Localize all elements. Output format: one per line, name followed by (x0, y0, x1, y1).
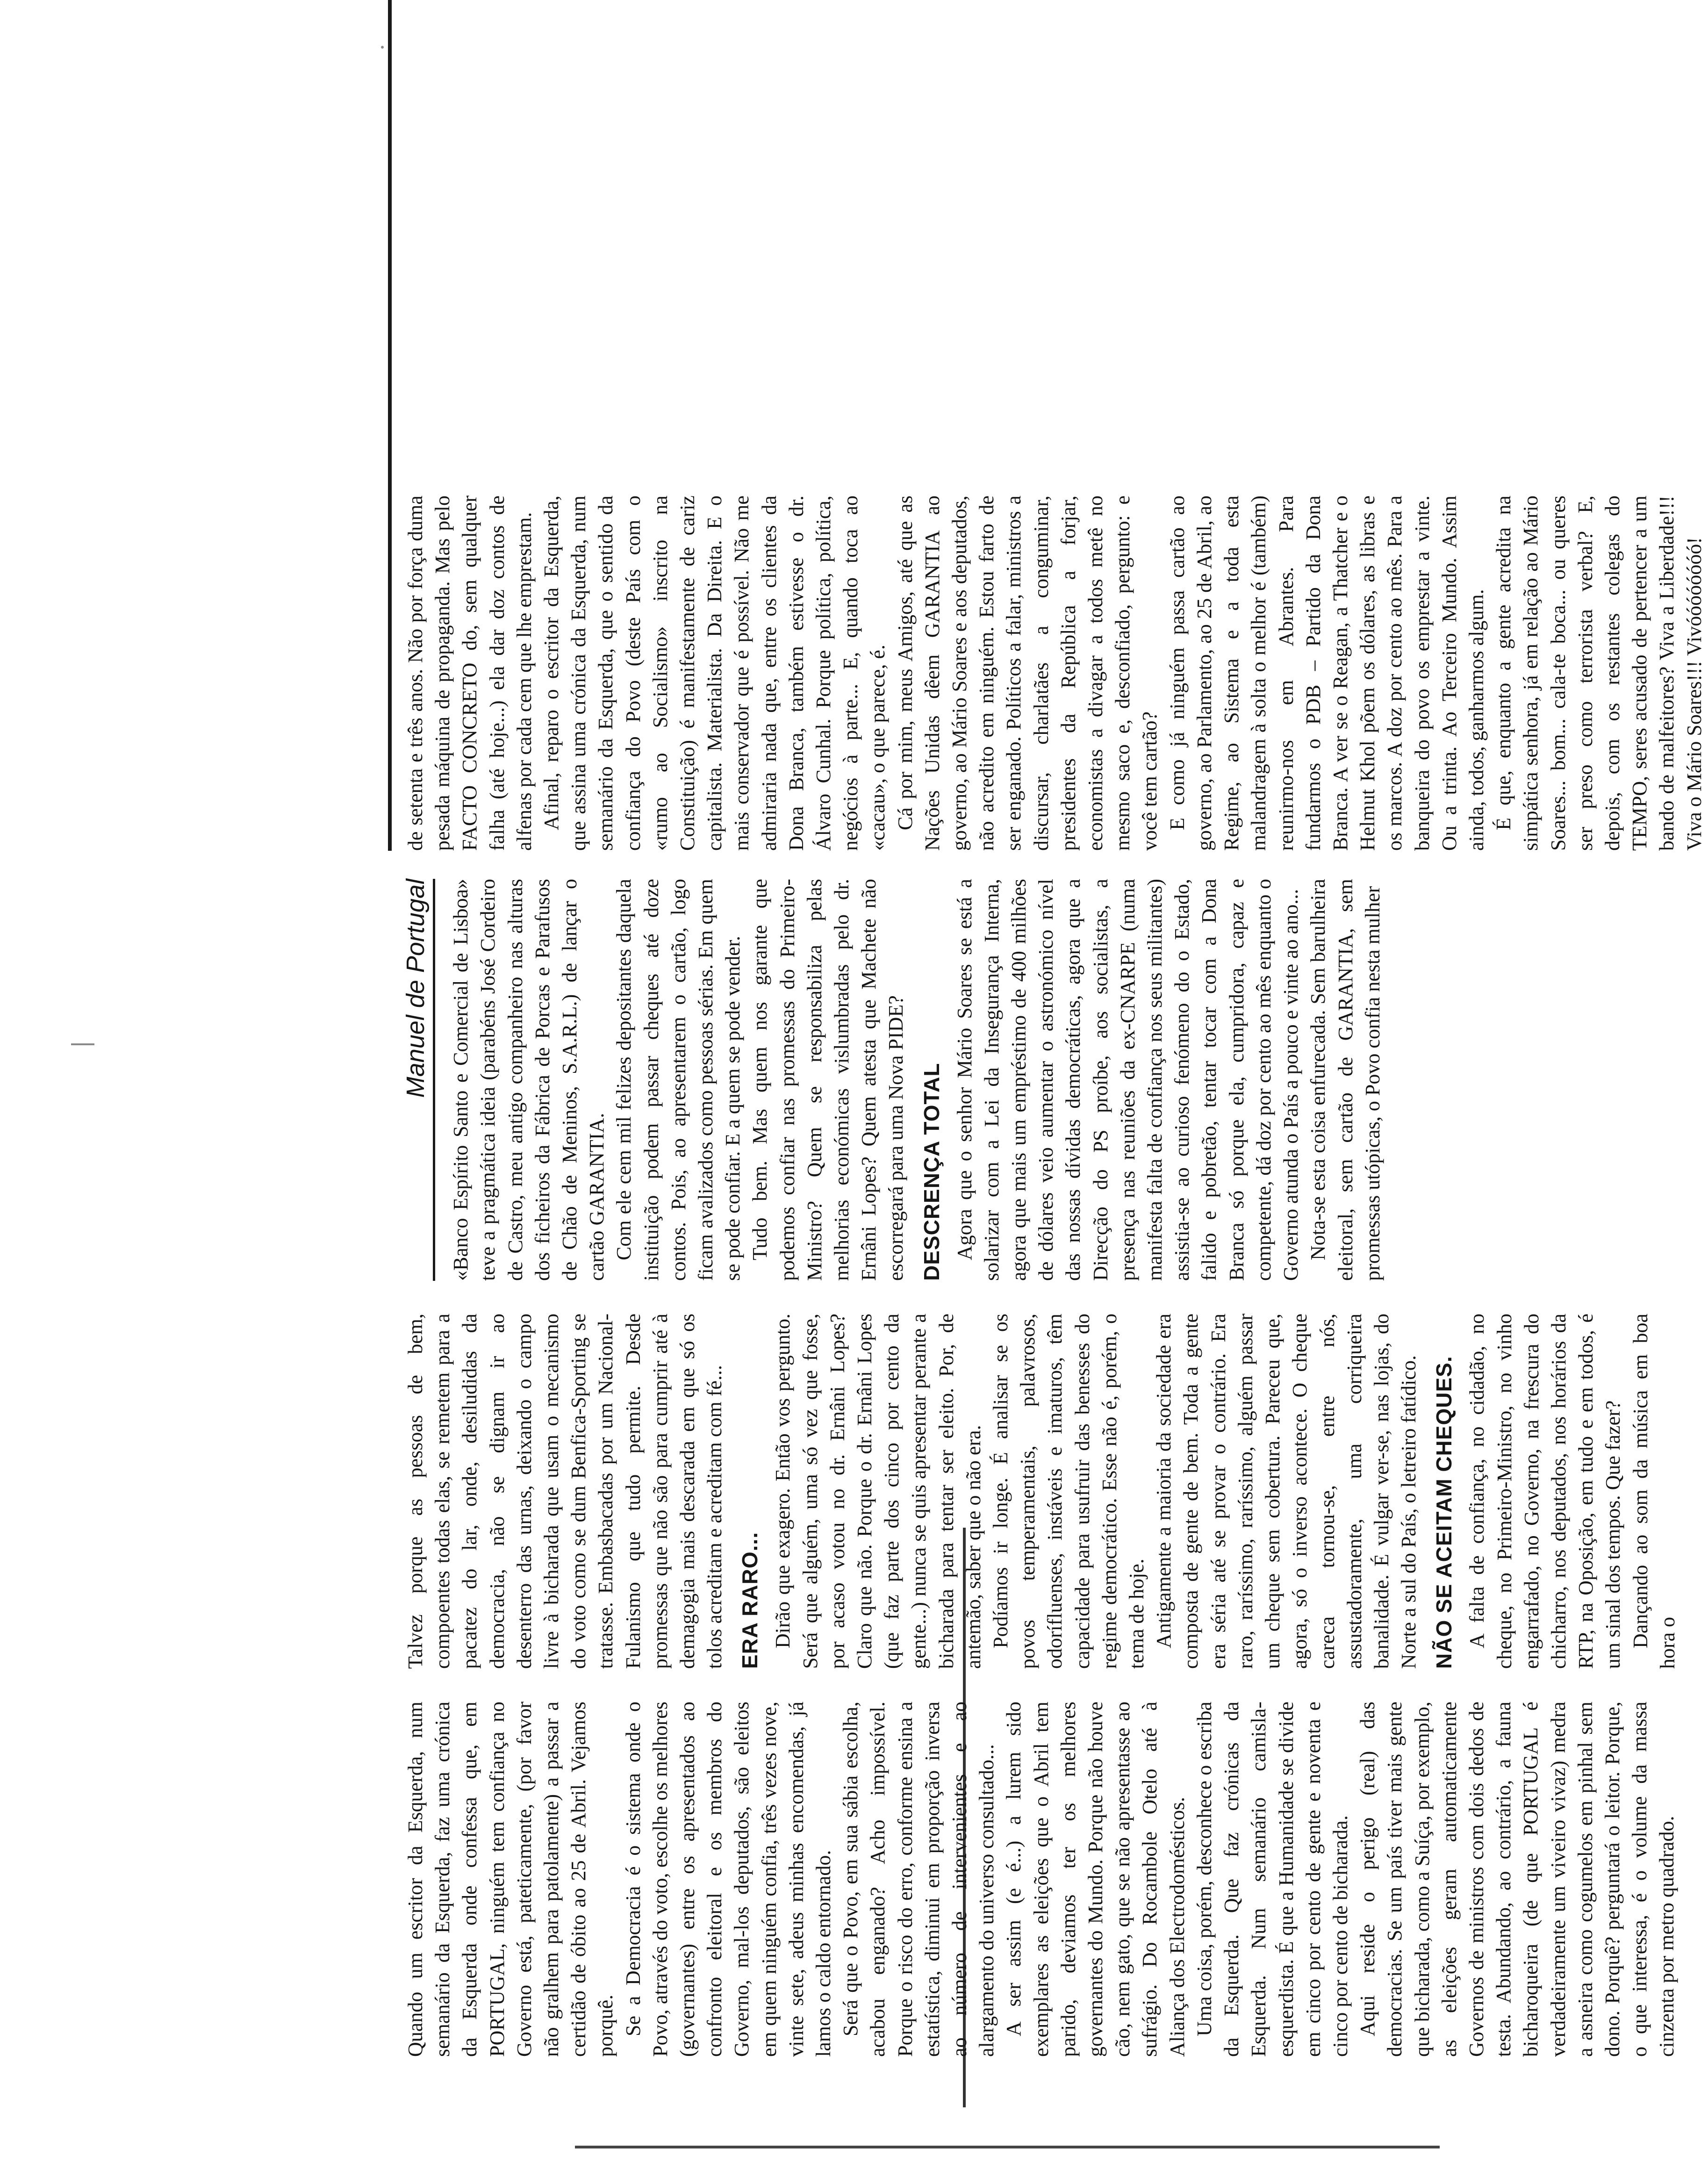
paragraph: Tudo bem. Mas quem nos garante que podemos confiar nas promessas do Primeiro-Ministro? Quem se responsabiliza pelas melhorias económicas vislumbradas pelo dr. Ernâni Lopes? Quem atesta que Machete não escorregará para uma Nova PIDE? (748, 879, 908, 1281)
article-column-4 (402, 496, 1706, 851)
paragraph: Quando um escritor da Esquerda, num semanário da Esquerda, faz uma crónica da Esquerda onde confessa que, em PORTUGAL, ninguém tem confiança no Governo está, pateticamente, (por favor não gralhem para patolamente) a passar a certidão de óbito ao 25 de Abril. Vejamos porquê. (404, 1702, 617, 2057)
section-heading: ERA RARO... (738, 1532, 762, 1669)
paragraph: Podíamos ir longe. É analisar se os povos temperamentais, palavrosos, odorífluenses, instáveis e imaturos, têm capacidade para usufruir das benesses do regime democrático. Esse não é, porém, o tema de hoje. (989, 1314, 1148, 1669)
paragraph: «Banco Espírito Santo e Comercial de Lisboa» teve a pragmática ideia (parabéns José Cordeiro de Castro, meu antigo companheiro nas alturas dos ficheiros da Fábrica de Porcas e Parafusos de Chão de Meninos, S.A.R.L.) de lançar o cartão GARANTIA. (449, 879, 609, 1281)
paragraph: Se a Democracia é o sistema onde o Povo, através do voto, escolhe os melhores (governantes) entre os apresentados ao confronto eleitoral e os membros do Governo, mal-los deputados, são eleitos em quem ninguém confia, três vezes nove, vinte sete, adeus minhas encomendas, já lamos o caldo entornado. (621, 1702, 835, 2057)
paragraph: Uma coisa, porém, desconhece o escriba da Esquerda. Que faz crónicas da Esquerda. Num semanário camisla-esquerdista. É que a Humanidade se divide em cinco por cento de gente e noventa e cinco por cento de bicharada. (1192, 1702, 1352, 2057)
paragraph: Dirão que exagero. Então vos pergunto. Será que alguém, uma só vez que fosse, por acaso votou no dr. Ernâni Lopes? Claro que não. Porque o dr. Ernâni Lopes (que faz parte dos cinco por cento da gente...) nunca se quis apresentar perante a bicharada para tentar ser eleito. Por, de antemão, saber que o não era. (771, 1314, 985, 1669)
paragraph: A ser assim (e é...) a lurem sido exemplares as eleições que o Abril tem parido, deviamos ter os melhores governantes do Mundo. Porque não houve cão, nem gato, que se não apresentasse ao sufrágio. Do Rocambole Otelo até à Aliança dos Electrodomésticos. (1002, 1702, 1189, 2057)
article-column-3 (402, 879, 1543, 1281)
newspaper-clipping (402, 140, 1706, 2057)
paragraph: Será que o Povo, em sua sábia escolha, acabou enganado? Acho impossível. Porque o risco do erro, conforme ensina a estatística, diminui em proporção inversa ao número de intervenientes e ao alargamento do universo consultado... (839, 1702, 998, 2057)
paragraph: de setenta e três anos. Não por força duma pesada máquina de propaganda. Mas pelo FACTO CONCRETO do, sem qualquer falha (até hoje...) ela dar doz contos de alfenas por cada cem que lhe emprestam. (404, 496, 536, 851)
article-column-1 (402, 1702, 1679, 2057)
paragraph: Agora que o senhor Mário Soares se está a solarizar com a Lei da Insegurança Interna, agora que mais um empréstimo de 400 milhões de dólares veio aumentar o astronómico nível das nossas dívidas democráticas, agora que a Direcção do PS proíbe, aos socialistas, a presença nas reuniões da ex-CNARPE (numa manifesta falta de confiança nos seus militantes) assistia-se ao curioso fenómeno do o Estado, falido e pobretão, tentar tocar com a Dona Branca só porque ela, cumpridora, capaz e competente, dá doz por cento ao mês enquanto o Governo atunda o País a pouco e vinte ao ano... (953, 879, 1303, 1281)
margin-dash-mark (71, 1043, 94, 1045)
margin-dot-mark (381, 46, 384, 49)
section-heading: DESCRENÇA TOTAL (919, 1063, 944, 1281)
section-heading: NÃO SE ACEITAM CHEQUES. (1432, 1356, 1457, 1669)
article-column-2 (402, 1314, 1679, 1669)
paragraph: Talvez porque as pessoas de bem, compoentes todas elas, se remetem para a pacatez do lar, onde, desiludidas da democracia, não se dignam ir ao desenterro das urnas, deixando o campo livre à bicharada que usam o mecanismo do voto como se dum Benfica-Sporting se tratasse. Embasbacadas por um Nacional-Fulanismo que tudo permite. Desde promessas que não são para cumprir até à demagogia mais descarada em que só os tolos acreditam e acreditam com fé... (404, 1314, 726, 1669)
paragraph: É que, enquanto a gente acredita na simpática senhora, já em relação ao Mário Soares... bom... cala-te boca... ou queres ser preso como terrorista verbal? E, depois, com os restantes colegas do TEMPO, seres acusado de pertencer a um bando de malfeitores? Viva a Liberdade!!! Viva o Mário Soares!!! Vivóóóóóóóó! (1492, 496, 1706, 851)
paragraph: Com ele cem mil felizes depositantes daquela instituição podem passar cheques até doze contos. Pois, ao apresentarem o cartão, logo ficam avalizados como pessoas sérias. Em quem se pode confiar. E a quem se pode vender. (612, 879, 745, 1281)
paragraph: Nota-se esta coisa enfurecada. Sem barulheira eleitoral, sem cartão de GARANTIA, sem promessas utópicas, o Povo confia nesta mulher (1306, 879, 1384, 1281)
paragraph: Aqui reside o perigo (real) das democracias. Se um país tiver mais gente que bicharada, como a Suíça, por exemplo, as eleições geram automaticamente Governos de ministros com dois dedos de testa. Abundando, ao contrário, a fauna bicharoqueira (de que PORTUGAL é verdadeiramente um viveiro vivaz) medra a asneira como cogumelos em pinhal sem dono. Porquê? perguntará o leitor. Porque, o que interessa, é o volume da massa cinzenta por metro quadrado. (1356, 1702, 1679, 2057)
author-byline: Manuel de Portugal (402, 879, 435, 1281)
paragraph: E como já ninguém passa cartão ao governo, ao Parlamento, ao 25 de Abril, ao Regime, ao Sistema e a toda esta malandragem à solta o melhor é (também) reunirmo-nos em Abrantes. Para fundarmos o PDB – Partido da Dona Branca. A ver se o Reagan, a Thatcher e o Helmut Khol põem os dólares, as libras e os marcos. A doz por cento ao mês. Para a banqueira do povo os emprestar a vinte. Ou a trinta. Ao Terceiro Mundo. Assim ainda, todos, ganharmos algum. (1165, 496, 1488, 851)
paragraph: Afinal, reparo o escritor da Esquerda, que assina uma crónica da Esquerda, num semanário da Esquerda, que o sentido da confiança do Povo (deste País com o «rumo ao Socialismo» inscrito na Constituição) é manifestamente de cariz capitalista. Materialista. Da Direita. E o mais conservador que é possível. Não me admiraria nada que, entre os clientes da Dona Branca, também estivesse o dr. Álvaro Cunhal. Porque política, política, negócios à parte... E, quando toca ao «cacau», o que parece, é. (540, 496, 890, 851)
paragraph: Antigamente a maioria da sociedade era composta de gente de bem. Toda a gente era séria até se provar o contrário. Era raro, raríssimo, raríssimo, alguém passar um cheque sem cobertura. Pareceu que, agora, só o inverso acontece. O cheque careca tornou-se, entre nós, assustadoramente, uma corriqueira banalidade. É vulgar ver-se, nas lojas, do Norte a sul do País, o letreiro fatídico. (1152, 1314, 1421, 1669)
paragraph: A falta de confiança, no cidadão, no cheque, no Primeiro-Ministro, no vinho engarrafado, no Governo, na frescura do chicharro, nos deputados, nos horários da RTP, na Oposição, em tudo e em todos, é um sinal dos tempos. Que fazer? (1465, 1314, 1625, 1669)
paragraph: Cá por mim, meus Amigos, até que as Nações Unidas dêem GARANTIA ao governo, ao Mário Soares e aos deputados, não acredito em ninguém. Estou farto de ser enganado. Políticos a falar, ministros a discursar, charlatães a conguminar, presidentes da República a forjar, economistas a divagar a todos metê no mesmo saco e, desconfiado, pergunto: e você tem cartão? (893, 496, 1162, 851)
scan-edge-rule (575, 2146, 1440, 2148)
paragraph: Dançando ao som da música em boa hora o (1629, 1314, 1679, 1669)
